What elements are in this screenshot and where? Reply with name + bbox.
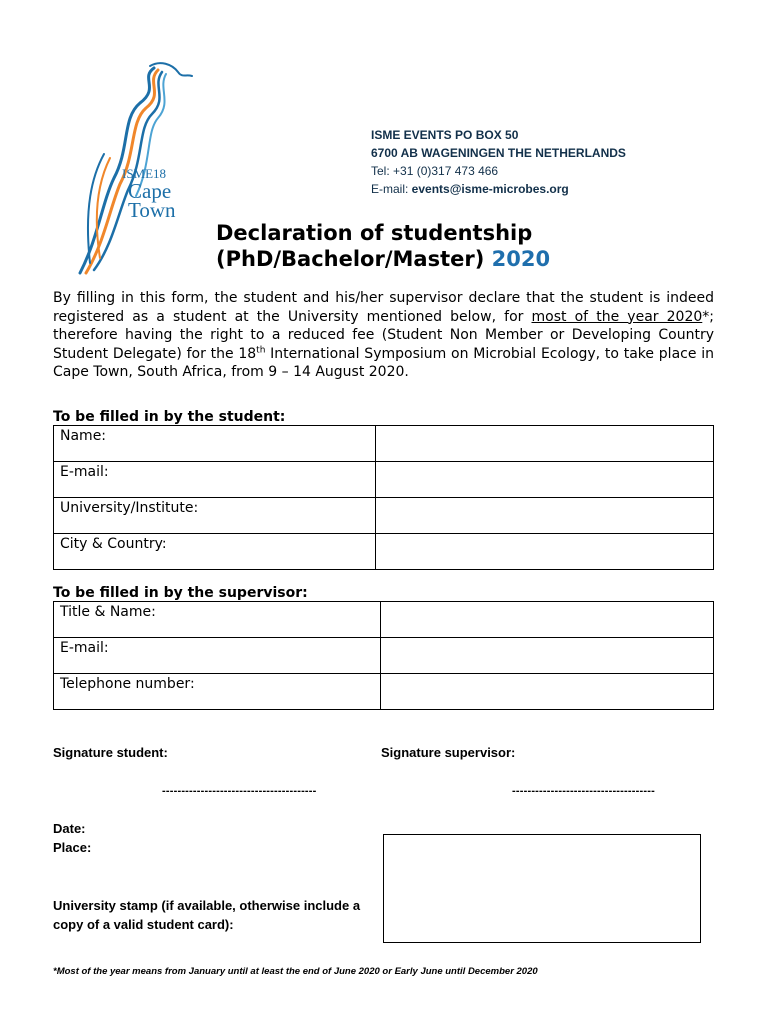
intro-underlined: most of the year 2020 <box>531 308 703 325</box>
date-label: Date: <box>53 821 86 836</box>
field-label: Name: <box>54 426 376 462</box>
intro-text-2: *; therefore having the right to a reduced fee (Student Non Member or Developing Country Student Delegate) for the 18 <box>53 308 714 362</box>
title-line-2 <box>216 246 550 272</box>
place-label: Place: <box>53 840 92 855</box>
supervisor-form-table <box>53 601 714 710</box>
title-year: 2020 <box>491 247 551 271</box>
student-section-heading: To be filled in by the student: <box>53 409 286 425</box>
intro-superscript: th <box>256 345 266 356</box>
student-form-table <box>53 425 714 570</box>
address-line-2: 6700 AB WAGENINGEN THE NETHERLANDS <box>371 146 626 160</box>
signature-student-line[interactable]: ---------------------------------------- <box>162 785 317 797</box>
supervisor-row-email <box>54 638 714 674</box>
intro-paragraph <box>53 289 714 382</box>
student-row-email <box>54 462 714 498</box>
field-label: University/Institute: <box>54 498 376 534</box>
email-label: E-mail: <box>371 182 412 196</box>
stamp-label-line-2: copy of a valid student card): <box>53 917 234 932</box>
title-line-1: Declaration of studentship <box>216 221 533 245</box>
logo-text-cape: Cape <box>128 179 172 203</box>
student-row-city-country <box>54 534 714 570</box>
field-label: Telephone number: <box>54 674 381 710</box>
telephone: Tel: +31 (0)317 473 466 <box>371 164 499 178</box>
telephone-input-cell[interactable] <box>381 674 714 710</box>
isme18-logo <box>70 58 200 278</box>
university-stamp-label <box>53 896 360 934</box>
field-label: E-mail: <box>54 462 376 498</box>
email-input-cell[interactable] <box>376 462 714 498</box>
logo-text-town: Town <box>128 198 176 222</box>
title-degrees: (PhD/Bachelor/Master) <box>216 247 492 271</box>
email-address[interactable]: events@isme-microbes.org <box>411 182 569 196</box>
intro-text-1: By filling in this form, the student and his/her supervisor declare that the student is indeed registered as a student at the University mentioned below, for <box>53 290 714 325</box>
title-name-input-cell[interactable] <box>381 602 714 638</box>
signature-supervisor-label: Signature supervisor: <box>381 745 516 760</box>
name-input-cell[interactable] <box>376 426 714 462</box>
intro-text-3: International Symposium on Microbial Ecology, to take place in Cape Town, South Africa, from 9 – 14 August 2020. <box>53 345 714 381</box>
email-line <box>371 180 626 198</box>
student-row-name <box>54 426 714 462</box>
signature-student-label: Signature student: <box>53 745 168 760</box>
supervisor-row-telephone <box>54 674 714 710</box>
field-label: Title & Name: <box>54 602 381 638</box>
field-label: City & Country: <box>54 534 376 570</box>
logo-text-isme18: ISME18 <box>122 166 167 181</box>
signature-supervisor-line[interactable]: ------------------------------------- <box>512 785 655 797</box>
address-line-1: ISME EVENTS PO BOX 50 <box>371 128 519 142</box>
page-title <box>216 220 550 272</box>
city-country-input-cell[interactable] <box>376 534 714 570</box>
contact-block <box>371 126 626 198</box>
supervisor-email-input-cell[interactable] <box>381 638 714 674</box>
field-label: E-mail: <box>54 638 381 674</box>
university-input-cell[interactable] <box>376 498 714 534</box>
supervisor-section-heading: To be filled in by the supervisor: <box>53 585 308 601</box>
university-stamp-box[interactable] <box>383 834 701 943</box>
supervisor-row-title-name <box>54 602 714 638</box>
footnote: *Most of the year means from January until at least the end of June 2020 or Early June until December 2020 <box>53 966 538 977</box>
stamp-label-line-1: University stamp (if available, otherwise include a <box>53 898 361 913</box>
student-row-university <box>54 498 714 534</box>
